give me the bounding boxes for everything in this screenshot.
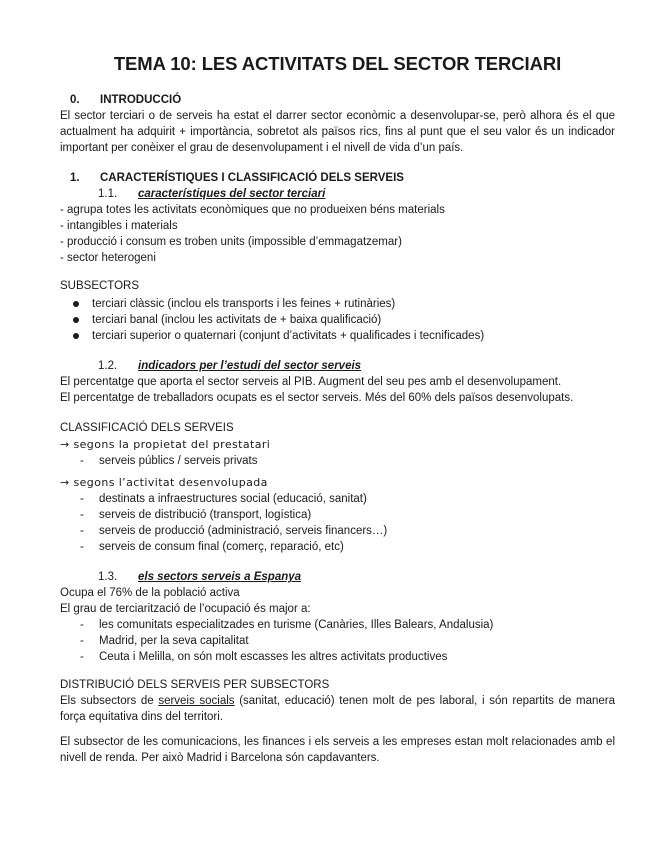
paragraph-text: Els subsectors de bbox=[60, 695, 159, 707]
distribution-paragraph-2: El subsector de les comunicacions, les finances i els serveis a les empreses estan molt relacionades amb el nivell de renda. Per això Madrid i Barcelona són capdavanters. bbox=[60, 736, 615, 764]
subsection-title: indicadors per l’estudi del sector serveis bbox=[138, 360, 362, 372]
subsection-number: 1.1. bbox=[98, 188, 118, 200]
intro-paragraph: El sector terciari o de serveis ha estat el darrer sector econòmic a desenvolupar-se, però alhora és el que actualment ha adquirit + importància, sobretot als països rics, fins al punt que el seu valor és un indicador important per conèixer el grau de desenvolupament i el nivell de vida d’un país. bbox=[60, 110, 615, 154]
paragraph-text: (sanitat, educació) tenen molt de pes laboral, i són repartits de manera força equitativa dins del territori. bbox=[60, 695, 616, 723]
indicator-line: El percentatge que aporta el sector serveis al PIB. Augment del seu pes amb el desenvolupament. bbox=[60, 376, 562, 388]
list-item: - serveis de consum final (comerç, reparació, etc) bbox=[60, 539, 615, 555]
section-1-1-heading bbox=[98, 186, 615, 202]
criterion-list bbox=[60, 491, 615, 555]
classification-label: CLASSIFICACIÓ DELS SERVEIS bbox=[60, 422, 234, 434]
section-title: CARACTERÍSTIQUES I CLASSIFICACIÓ DELS SERVEIS bbox=[100, 172, 404, 184]
underlined-term: serveis socials bbox=[158, 695, 235, 707]
characteristic-line: - producció i consum es troben units (impossible d’emmagatzemar) bbox=[60, 236, 402, 248]
indicator-line: El percentatge de treballadors ocupats es el sector serveis. Més del 60% dels països desenvolupats. bbox=[60, 392, 574, 404]
list-item: terciari banal (inclou les activitats de + baixa qualificació) bbox=[60, 312, 615, 328]
subsection-title: els sectors serveis a Espanya bbox=[138, 571, 302, 583]
section-1-3-heading bbox=[98, 569, 615, 585]
criterion-list bbox=[60, 453, 615, 469]
document-page bbox=[60, 52, 615, 766]
distribution-label: DISTRIBUCIÓ DELS SERVEIS PER SUBSECTORS bbox=[60, 679, 330, 691]
section-1-heading bbox=[70, 170, 615, 186]
list-item: - Ceuta i Melilla, on són molt escasses les altres activitats productives bbox=[60, 649, 615, 665]
list-item: - les comunitats especialitzades en turisme (Canàries, Illes Balears, Andalusia) bbox=[60, 617, 615, 633]
list-item: - serveis públics / serveis privats bbox=[60, 453, 615, 469]
section-number: 0. bbox=[70, 94, 80, 106]
characteristic-line: - intangibles i materials bbox=[60, 220, 178, 232]
list-item: - serveis de distribució (transport, logística) bbox=[60, 507, 615, 523]
list-item: - destinats a infraestructures social (educació, sanitat) bbox=[60, 491, 615, 507]
spain-line: El grau de terciarització de l’ocupació és major a: bbox=[60, 603, 311, 615]
characteristic-line: - sector heterogeni bbox=[60, 252, 156, 264]
section-1-2-heading bbox=[98, 358, 615, 374]
list-item: - Madrid, per la seva capitalitat bbox=[60, 633, 615, 649]
subsection-number: 1.2. bbox=[98, 360, 118, 372]
criterion-label: → segons l’activitat desenvolupada bbox=[60, 476, 268, 489]
characteristic-line: - agrupa totes les activitats econòmiques que no produeixen béns materials bbox=[60, 204, 445, 216]
list-item: - serveis de producció (administració, serveis financers…) bbox=[60, 523, 615, 539]
subsectors-label: SUBSECTORS bbox=[60, 280, 140, 292]
section-0-heading bbox=[70, 92, 615, 108]
document-title: TEMA 10: LES ACTIVITATS DEL SECTOR TERCIARI bbox=[113, 53, 562, 74]
subsection-title: característiques del sector terciari bbox=[138, 188, 326, 200]
spain-line: Ocupa el 76% de la població activa bbox=[60, 587, 240, 599]
distribution-paragraph-1 bbox=[60, 693, 615, 725]
spain-list bbox=[60, 617, 615, 665]
subsectors-list bbox=[60, 296, 615, 344]
section-title: INTRODUCCIÓ bbox=[100, 94, 182, 106]
list-item: terciari clàssic (inclou els transports i les feines + rutinàries) bbox=[60, 296, 615, 312]
subsection-number: 1.3. bbox=[98, 571, 118, 583]
criterion-label: → segons la propietat del prestatari bbox=[60, 438, 271, 451]
section-number: 1. bbox=[70, 172, 80, 184]
list-item: terciari superior o quaternari (conjunt d’activitats + qualificades i tecnificades) bbox=[60, 328, 615, 344]
